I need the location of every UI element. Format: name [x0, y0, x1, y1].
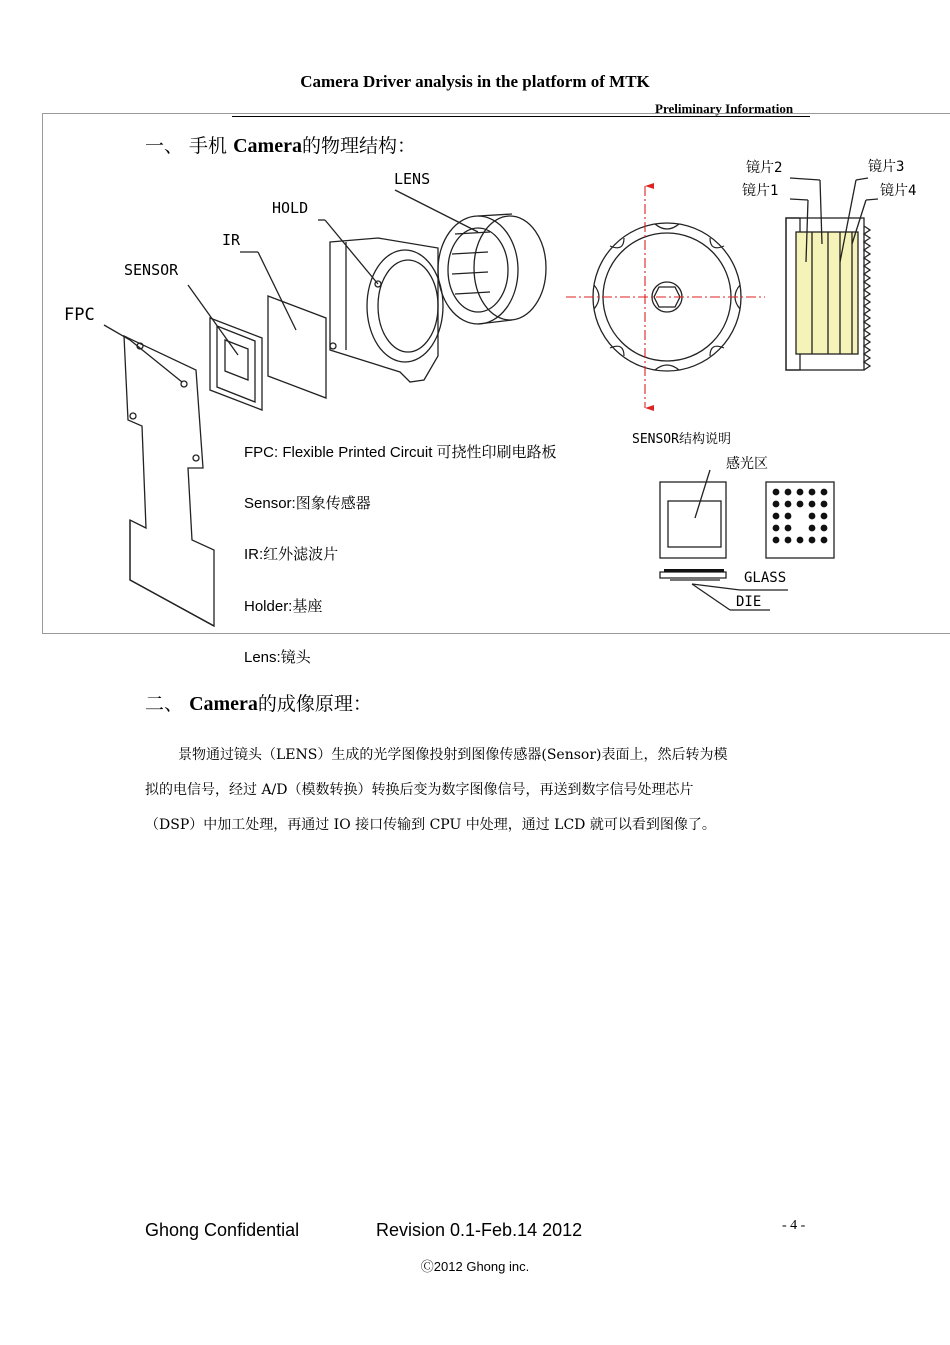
- paragraph-line: 拟的电信号，经过 A/D（模数转换）转换后变为数字图像信号，再送到数字信号处理芯片: [145, 782, 694, 798]
- footer-confidential: Ghong Confidential: [145, 1220, 300, 1240]
- legend-sensor: Sensor:图象传感器: [244, 495, 371, 512]
- footer-page-number: - 4 -: [782, 1218, 806, 1233]
- legend-fpc: FPC: Flexible Printed Circuit 可挠性印刷电路板: [244, 444, 557, 461]
- legend-ir: IR:红外滤波片: [244, 546, 339, 563]
- section-2-heading: [145, 689, 372, 716]
- label-lens-element-3: 镜片3: [868, 159, 905, 175]
- legend-holder: Holder:基座: [244, 598, 323, 615]
- section-1-heading-suffix: 的物理结构：: [301, 135, 416, 157]
- label-hold: HOLD: [272, 199, 309, 217]
- document-title: Camera Driver analysis in the platform of MTK: [300, 72, 650, 91]
- sensor-drawing: [188, 285, 262, 410]
- section-1-heading-bold: Camera: [233, 135, 302, 157]
- lens-barrel-drawing: [395, 190, 546, 324]
- fpc-board-drawing: [104, 325, 214, 626]
- section-1-heading-prefix: 一、 手机: [145, 135, 228, 157]
- section-2-heading-bold: Camera: [189, 693, 258, 715]
- label-photosensitive-area: 感光区: [726, 456, 768, 472]
- lens-cross-section-drawing: [786, 178, 878, 370]
- paragraph-line: （DSP）中加工处理，再通过 IO 接口传输到 CPU 中处理，通过 LCD 就可以看到图像了。: [145, 817, 716, 833]
- legend-lens: Lens:镜头: [244, 649, 311, 666]
- imaging-principle-paragraph: [145, 738, 815, 843]
- label-lens: LENS: [394, 170, 431, 188]
- label-fpc: FPC: [64, 305, 95, 325]
- paragraph-line: 景物通过镜头（LENS）生成的光学图像投射到图像传感器(Sensor)表面上，然后转为模: [178, 747, 728, 763]
- center-lines: [566, 186, 765, 408]
- section-2-heading-suffix: 的成像原理：: [257, 693, 372, 715]
- label-sensor: SENSOR: [124, 261, 179, 279]
- holder-drawing: [318, 220, 443, 382]
- document-subtitle: Preliminary Information: [655, 101, 794, 116]
- camera-exploded-diagram: [0, 0, 950, 640]
- label-die: DIE: [736, 594, 762, 610]
- ir-filter-drawing: [240, 252, 326, 398]
- label-glass: GLASS: [744, 570, 787, 586]
- sensor-structure-drawing: [660, 470, 834, 610]
- label-ir: IR: [222, 231, 241, 249]
- footer-copyright: Ⓒ2012 Ghong inc.: [420, 1259, 530, 1274]
- section-2-heading-prefix: 二、: [145, 693, 184, 715]
- label-lens-element-4: 镜片4: [880, 183, 917, 199]
- label-lens-element-2: 镜片2: [746, 160, 783, 176]
- label-sensor-structure: SENSOR结构说明: [632, 432, 731, 447]
- footer-revision: Revision 0.1-Feb.14 2012: [376, 1220, 583, 1240]
- label-lens-element-1: 镜片1: [742, 183, 779, 199]
